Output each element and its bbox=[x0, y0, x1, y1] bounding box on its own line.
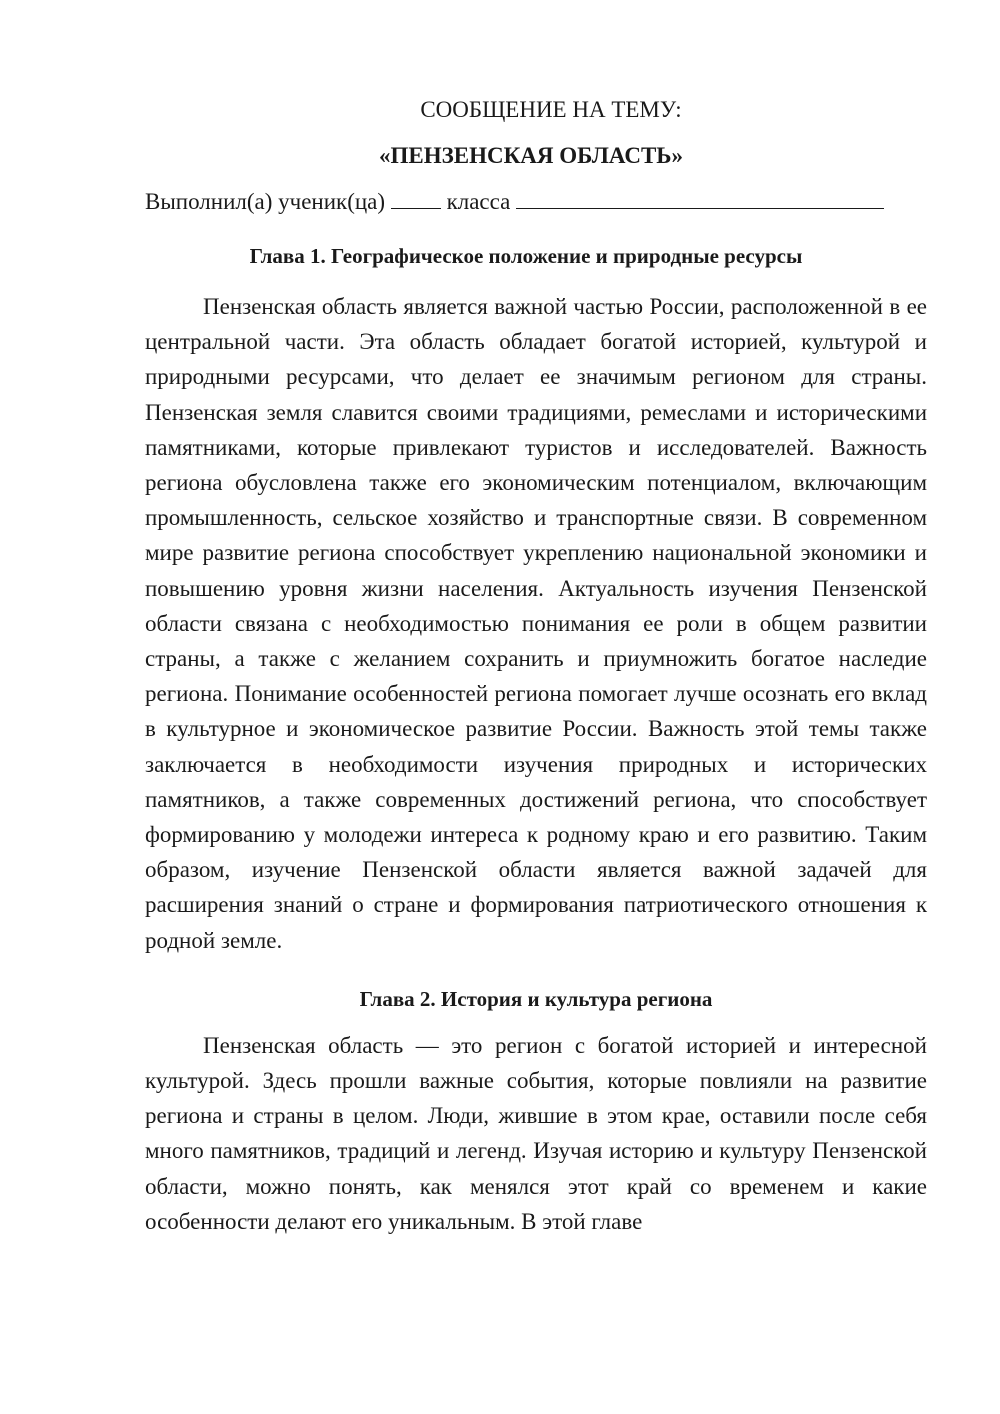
class-number-blank bbox=[391, 186, 441, 209]
chapter-2-heading: Глава 2. История и культура региона bbox=[359, 986, 713, 1011]
student-info-line bbox=[145, 185, 927, 219]
document-title-line1: СООБЩЕНИЕ НА ТЕМУ: bbox=[420, 97, 682, 122]
chapter-1-paragraph: Пензенская область является важной частью России, расположенной в ее центральной части. Эта область обладает богатой историей, культурой и природными ресурсами, что делает ее значимым регионом для страны. Пензенская земля славится своими традициями, ремеслами и историческими памятниками, которые привлекают туристов и исследователей. Важность региона обусловлена также его экономическим потенциалом, включающим промышленность, сельское хозяйство и транспортные связи. В современном мире развитие региона способствует укреплению национальной экономики и повышению уровня жизни населения. Актуальность изучения Пензенской области связана с необходимостью понимания ее роли в общем развитии страны, а также с желанием сохранить и приумножить богатое наследие региона. Понимание особенностей региона помогает лучше осознать его вклад в культурное и экономическое развитие России. Важность этой темы также заключается в необходимости изучения природных и исторических памятников, а также современных достижений региона, что способствует формированию у молодежи интереса к родному краю и его развитию. Таким образом, изучение Пензенской области является важной задачей для расширения знаний о стране и формирования патриотического отношения к родной земле. bbox=[145, 294, 927, 953]
document-title-line2: «ПЕНЗЕНСКАЯ ОБЛАСТЬ» bbox=[378, 143, 684, 168]
chapter-2-paragraph: Пензенская область — это регион с богатой историей и интересной культурой. Здесь прошли важные события, которые повлияли на развитие региона и страны в целом. Люди, жившие в этом крае, оставили после себя много памятников, традиций и легенд. Изучая историю и культуру Пензенской области, можно понять, как менялся этот край со временем и какие особенности делают его уникальным. В этой главе bbox=[145, 1032, 927, 1234]
document-content bbox=[145, 93, 927, 1239]
chapter-1-heading: Глава 1. Географическое положение и природные ресурсы bbox=[249, 244, 803, 268]
student-name-blank bbox=[516, 186, 884, 209]
class-label: класса bbox=[446, 189, 511, 214]
student-prefix-label: Выполнил(а) ученик(ца) bbox=[145, 189, 386, 214]
